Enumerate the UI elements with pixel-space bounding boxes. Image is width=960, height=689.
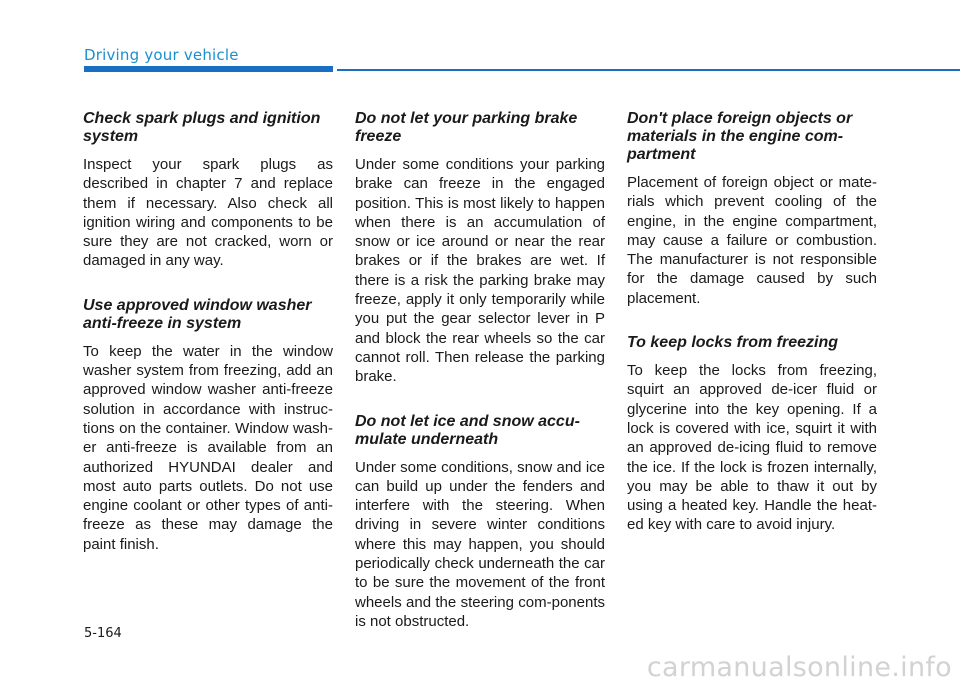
section-foreign-objects <box>627 110 877 308</box>
section-heading: Do not let ice and snow accu-mulate underneath <box>355 412 580 448</box>
page-number: 5-164 <box>84 626 122 641</box>
section-locks-freezing <box>627 334 877 535</box>
section-washer-antifreeze <box>83 297 333 554</box>
section-heading: Don't place foreign objects or materials in the engine com-partment <box>627 110 853 163</box>
section-body: Inspect your spark plugs as described in chapter 7 and replace them if necessary. Also check all ignition wiring and components to be sure they are not cracked, worn or damaged in any way. <box>83 156 333 270</box>
section-body: To keep the water in the window washer system from freezing, add an approved window washer anti-freeze solution in accordance with instruc-tions on the container. Window wash-er anti-freeze is available from an authorized HYUNDAI dealer and most auto parts outlets. Do not use engine coolant or other types of anti-freeze as these may damage the paint finish. <box>83 342 333 553</box>
watermark: carmanualsonline.info <box>646 652 952 683</box>
header-rule <box>337 69 960 71</box>
section-body: Placement of foreign object or mate-rials which prevent cooling of the engine, in the engine compartment, may cause a failure or combustion. The manufacturer is not responsible for the damage caused by such placement. <box>627 174 877 307</box>
section-header-title: Driving your vehicle <box>84 46 239 64</box>
section-body: Under some conditions your parking brake can freeze in the engaged position. This is most likely to happen when there is an accumulation of snow or ice around or near the rear brakes or if the brakes are wet. If there is a risk the parking brake may freeze, apply it only temporarily while you put the gear selector lever in P and block the rear wheels so the car cannot roll. Then release the parking brake. <box>355 156 605 386</box>
section-body: To keep the locks from freezing, squirt an approved de-icer fluid or glycerine into the key opening. If a lock is covered with ice, squirt it with an approved de-icing fluid to remove the ice. If the lock is frozen internally, you may be able to thaw it out by using a heated key. Handle the heat-ed key with care to avoid injury. <box>627 362 877 534</box>
section-heading: To keep locks from freezing <box>627 334 839 352</box>
header-accent-bar <box>84 66 333 72</box>
section-body: Under some conditions, snow and ice can build up under the fenders and interfere with the steering. When driving in severe winter conditions where this may happen, you should periodically check underneath the car to be sure the movement of the front wheels and the steering com-ponents is not obstructed. <box>355 458 605 630</box>
section-heading: Check spark plugs and ignition system <box>83 110 321 145</box>
section-heading: Do not let your parking brake freeze <box>355 110 578 145</box>
text-column-2 <box>355 110 605 657</box>
text-column-3 <box>627 110 877 561</box>
text-column-1 <box>83 110 333 580</box>
section-heading: Use approved window washer anti-freeze in system <box>83 296 312 332</box>
section-spark-plugs <box>83 110 333 271</box>
section-parking-brake <box>355 110 605 387</box>
section-ice-snow <box>355 413 605 632</box>
